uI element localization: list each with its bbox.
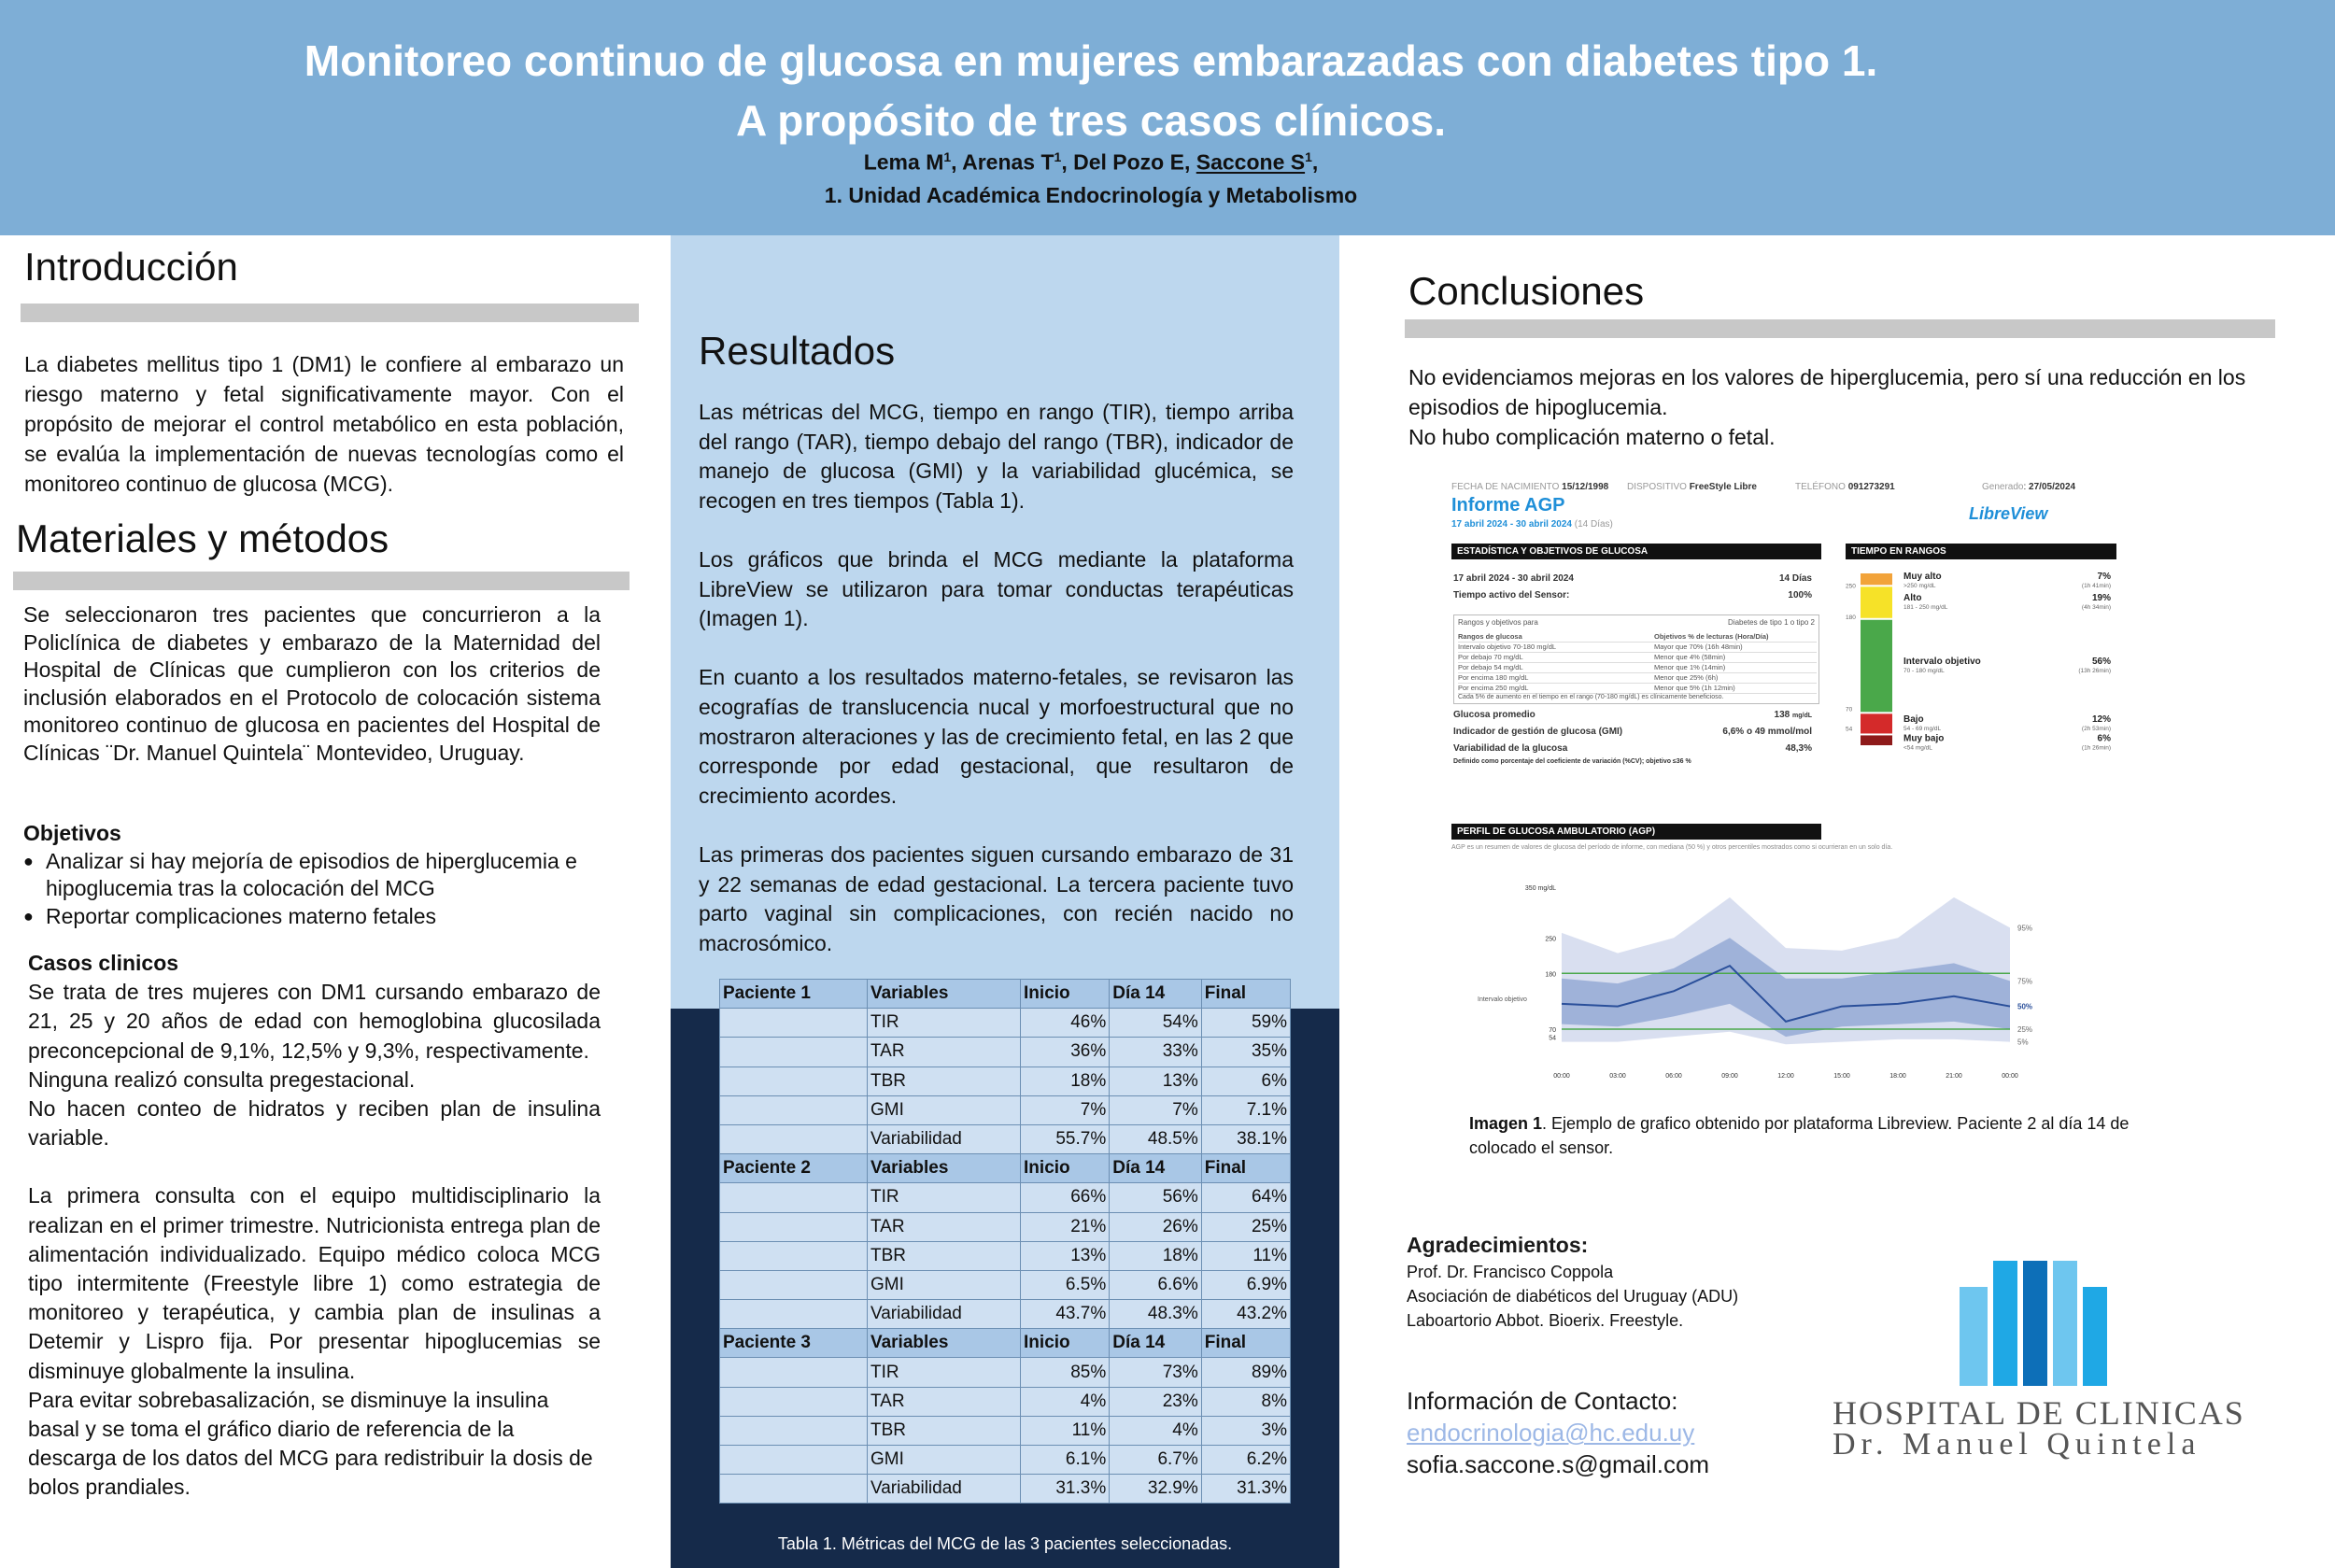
column-header: Día 14 <box>1110 980 1202 1009</box>
conclusiones-title: Conclusiones <box>1408 269 1645 313</box>
author: Arenas T <box>962 149 1054 175</box>
logo-bar <box>2023 1261 2047 1386</box>
ranges-title: TIEMPO EN RANGOS <box>1846 544 2116 559</box>
table-row <box>720 1124 1291 1153</box>
x-tick-label: 18:00 <box>1889 1073 1906 1080</box>
contact-title: Información de Contacto: <box>1407 1387 1678 1415</box>
table-row <box>720 1270 1291 1299</box>
author: Saccone S <box>1196 149 1306 175</box>
resultados-p4: Las primeras dos pacientes siguen cursando embarazo de 31 y 22 semanas de edad gestacional. La tercera paciente tuvo parto vaginal sin complicaciones, con recién nacido no macrosómico. <box>699 841 1294 955</box>
contact-email-link[interactable]: endocrinologia@hc.edu.uy <box>1407 1419 1695 1447</box>
target-row: Intervalo objetivo 70-180 mg/dL Mayor que 70% (16h 48min) <box>1458 643 1817 653</box>
ack-line: Prof. Dr. Francisco Coppola <box>1407 1263 1614 1281</box>
table-caption: Tabla 1. Métricas del MCG de las 3 pacientes seleccionadas. <box>777 1534 1233 1553</box>
percentile-label: 75% <box>2017 977 2033 986</box>
time-in-ranges-chart <box>1846 566 2116 753</box>
y-tick-label: 70 <box>1549 1027 1556 1034</box>
column-header: Día 14 <box>1110 1329 1202 1358</box>
range-segment <box>1861 573 1892 585</box>
targets-box: Rangos y objetivos para Diabetes de tipo 1 o tipo 2 Rangos de glucosa Objetivos % de lecturas (Hora/Día) Intervalo objetivo 70-180 mg/dL Mayor que 70% (16h 48min) Por debajo 70 mg/dL Menor que 4% (58min) Por debajo 54 mg/dL Menor que 1% (14min) Por encima 180 mg/dL Menor que 25% (6h) Por encima 250 mg/dL Menor que 5% (1h 12min) Cada 5% de aumento en el tiempo en el rango (70-180 mg/dL) es clínicamente beneficioso. <box>1453 614 1819 704</box>
metric-value: 54% <box>1110 1009 1202 1038</box>
conclusiones-line2: No hubo complicación materno o fetal. <box>1408 425 1776 449</box>
range-name: Muy bajo <box>1903 733 1945 744</box>
metric-name: TIR <box>867 1009 1020 1038</box>
ack-title: Agradecimientos: <box>1407 1233 1589 1257</box>
range-pct: 12% <box>2091 713 2111 725</box>
agp-birthdate: FECHA DE NACIMIENTO 15/12/1998 <box>1451 482 1609 492</box>
gmi: Indicador de gestión de glucosa (GMI) 6,6% o 49 mmol/mol <box>1453 727 1812 737</box>
metric-value: 21% <box>1021 1212 1110 1241</box>
stats-title: ESTADÍSTICA Y OBJETIVOS DE GLUCOSA <box>1451 544 1821 559</box>
metric-name: TAR <box>867 1212 1020 1241</box>
authors: Lema $M^1$, Arenas $T^1$, Del Pozo E, Saccone $S^1$, <box>863 149 1319 175</box>
profile-title: PERFIL DE GLUCOSA AMBULATORIO (AGP) <box>1451 824 1821 840</box>
image-caption: Imagen 1. Ejemplo de grafico obtenido por plataforma Libreview. Paciente 2 al día 14 de colocado el sensor. <box>1469 1114 2130 1157</box>
table-row <box>720 1067 1291 1095</box>
table-row <box>720 1212 1291 1241</box>
metric-value: 35% <box>1201 1038 1290 1067</box>
metric-name: TIR <box>867 1183 1020 1212</box>
resultados-text <box>699 398 1294 958</box>
casos-p4: La primera consulta con el equipo multidisciplinario la realizan en el primer trimestre. Nutricionista entrega plan de alimentación individualizado. Equipo médico coloca MCG tipo intermitente (Freestyle libre 1) como estrategia de monitoreo y terapéutica, y cambia plan de insulinas a Detemir y Lispro fija. Por presentar hipoglucemias se disminuye globalmente la insulina. <box>28 1183 601 1383</box>
metric-value: 31.3% <box>1021 1475 1110 1504</box>
metric-name: TAR <box>867 1387 1020 1416</box>
casos-title: Casos clinicos <box>28 951 179 975</box>
metric-value: 6.6% <box>1110 1270 1202 1299</box>
column-header: Variables <box>867 980 1020 1009</box>
contact-email: sofia.saccone.s@gmail.com <box>1407 1450 1710 1478</box>
percentile-label: 25% <box>2017 1025 2033 1034</box>
objetivos-section <box>23 820 612 930</box>
metric-value: 48.3% <box>1110 1300 1202 1329</box>
resultados-p2: Los gráficos que brinda el MCG mediante la plataforma LibreView se utilizaron para tomar conductas terapéuticas (Imagen 1). <box>699 546 1294 631</box>
metric-name: TIR <box>867 1358 1020 1387</box>
column-header: Inicio <box>1021 1329 1110 1358</box>
metric-value: 18% <box>1021 1067 1110 1095</box>
casos-section <box>28 949 601 1503</box>
y-tick-label: 250 <box>1545 936 1556 943</box>
range-name: Alto <box>1903 593 1922 604</box>
range-time: (13h 26min) <box>2078 668 2111 675</box>
metric-name: TBR <box>867 1067 1020 1095</box>
metric-name: Variabilidad <box>867 1124 1020 1153</box>
objetivos-title: Objetivos <box>23 821 121 845</box>
metric-name: GMI <box>867 1095 1020 1124</box>
column-header: Inicio <box>1021 980 1110 1009</box>
x-tick-label: 03:00 <box>1609 1073 1626 1080</box>
range-limits: 181 - 250 mg/dL <box>1903 604 1948 612</box>
range-limits: <54 mg/dL <box>1903 744 1932 752</box>
range-tick: 54 <box>1846 726 1853 733</box>
stats-row: 17 abril 2024 - 30 abril 2024 14 Días <box>1453 573 1812 584</box>
metric-name: Variabilidad <box>867 1475 1020 1504</box>
logo-bar <box>2053 1261 2077 1386</box>
metric-value: 7% <box>1021 1095 1110 1124</box>
table-row <box>720 1446 1291 1475</box>
table-row <box>720 1183 1291 1212</box>
range-name: Intervalo objetivo <box>1903 657 1981 668</box>
x-tick-label: 15:00 <box>1833 1073 1850 1080</box>
table-row <box>720 1475 1291 1504</box>
range-pct: 7% <box>2097 572 2111 582</box>
x-tick-label: 06:00 <box>1665 1073 1682 1080</box>
logo-bar <box>1993 1261 2017 1386</box>
variability-note: Definido como porcentaje del coeficiente de variación (%CV); objetivo ≤36 % <box>1453 758 1691 765</box>
metric-value: 59% <box>1201 1009 1290 1038</box>
metric-value: 48.5% <box>1110 1124 1202 1153</box>
target-row: Por debajo 54 mg/dL Menor que 1% (14min) <box>1458 663 1817 673</box>
column-header: Final <box>1201 980 1290 1009</box>
metric-value: 26% <box>1110 1212 1202 1241</box>
metric-name: GMI <box>867 1270 1020 1299</box>
range-segment <box>1861 735 1892 745</box>
column-header: Variables <box>867 1329 1020 1358</box>
table-row <box>720 1038 1291 1067</box>
patient-label: Paciente 3 <box>720 1329 868 1358</box>
range-time: (4h 34min) <box>2081 604 2111 612</box>
y-tick-label: 54 <box>1549 1035 1556 1042</box>
table-row <box>720 1358 1291 1387</box>
range-pct: 6% <box>2097 733 2111 744</box>
materiales-text: Se seleccionaron tres pacientes que concurrieron a la Policlínica de diabetes y embarazo de la Maternidad del Hospital de Clínicas que cumplieron con los criterios de inclusión elaborados en el Protocolo de colocación sistema monitoreo continuo de glucosa en pacientes del Hospital de Clínicas ¨Dr. Manuel Quintela¨ Montevideo, Uruguay. <box>23 602 601 765</box>
y-tick-label: 350 mg/dL <box>1524 885 1556 892</box>
hospital-logo-icon <box>1958 1261 2107 1386</box>
metric-value: 43.2% <box>1201 1300 1290 1329</box>
metric-value: 46% <box>1021 1009 1110 1038</box>
metric-value: 25% <box>1201 1212 1290 1241</box>
materiales-divider <box>13 572 630 590</box>
metric-value: 73% <box>1110 1358 1202 1387</box>
table-header-row <box>720 1329 1291 1358</box>
metric-value: 7% <box>1110 1095 1202 1124</box>
range-limits: 54 - 69 mg/dL <box>1903 725 1942 732</box>
table-row <box>720 1416 1291 1445</box>
metric-value: 13% <box>1110 1067 1202 1095</box>
table-row <box>720 1009 1291 1038</box>
logo-bar <box>2083 1287 2107 1386</box>
patient-label: Paciente 1 <box>720 980 868 1009</box>
libreview-logo: LibreView <box>1969 504 2048 523</box>
range-name: Muy alto <box>1903 572 1942 582</box>
metric-value: 4% <box>1021 1387 1110 1416</box>
table-row <box>720 1241 1291 1270</box>
metric-name: TBR <box>867 1416 1020 1445</box>
agp-device: DISPOSITIVO FreeStyle Libre <box>1627 482 1757 492</box>
ack-line: Asociación de diabéticos del Uruguay (ADU) <box>1407 1287 1739 1306</box>
column-header: Variables <box>867 1154 1020 1183</box>
table-row <box>720 1095 1291 1124</box>
agp-report <box>1450 476 2118 1083</box>
x-tick-label: 09:00 <box>1721 1073 1738 1080</box>
range-time: (2h 53min) <box>2081 725 2111 732</box>
range-segment <box>1861 586 1892 617</box>
metric-value: 13% <box>1021 1241 1110 1270</box>
metric-value: 6.9% <box>1201 1270 1290 1299</box>
range-pct: 19% <box>2091 593 2111 604</box>
table-header-row <box>720 1154 1291 1183</box>
stats-row: Tiempo activo del Sensor: 100% <box>1453 590 1812 600</box>
poster-header <box>0 0 2335 235</box>
metric-value: 6.1% <box>1021 1446 1110 1475</box>
hospital-subname: Dr. Manuel Quintela <box>1833 1427 2201 1462</box>
metric-value: 3% <box>1201 1416 1290 1445</box>
conclusiones-divider <box>1405 319 2275 338</box>
metric-value: 4% <box>1110 1416 1202 1445</box>
column-header: Final <box>1201 1329 1290 1358</box>
agp-phone: TELÉFONO 091273291 <box>1795 482 1895 492</box>
intro-divider <box>21 304 639 322</box>
range-segment <box>1861 713 1892 733</box>
range-limits: >250 mg/dL <box>1903 583 1936 589</box>
objetivo-item: ● Reportar complicaciones materno fetales <box>23 903 612 931</box>
casos-p1: Se trata de tres mujeres con DM1 cursando embarazo de 21, 25 y 20 años de edad con hemoglobina glucosilada preconcepcional de 9,1%, 12,5% y 9,3%, respectivamente. <box>28 980 601 1063</box>
metric-value: 11% <box>1201 1241 1290 1270</box>
casos-p5: Para evitar sobrebasalización, se disminuye la insulina basal y se toma el gráfico diario de referencia de la descarga de los datos del MCG para redistribuir la dosis de bolos prandiales. <box>28 1387 593 1500</box>
metric-value: 85% <box>1021 1358 1110 1387</box>
metric-name: Variabilidad <box>867 1300 1020 1329</box>
agp-chart <box>1468 878 2066 1083</box>
institution: 1. Unidad Académica Endocrinología y Metabolismo <box>824 183 1358 207</box>
author: Lema M <box>863 149 944 175</box>
resultados-title: Resultados <box>699 329 896 373</box>
x-tick-label: 00:00 <box>1553 1073 1570 1080</box>
range-tick: 180 <box>1846 614 1856 621</box>
metric-value: 36% <box>1021 1038 1110 1067</box>
range-limits: 70 - 180 mg/dL <box>1903 668 1945 675</box>
metric-value: 31.3% <box>1201 1475 1290 1504</box>
target-row: Por debajo 70 mg/dL Menor que 4% (58min) <box>1458 653 1817 663</box>
table-header-row <box>720 980 1291 1009</box>
range-segment <box>1861 620 1892 713</box>
metric-value: 38.1% <box>1201 1124 1290 1153</box>
column-header: Inicio <box>1021 1154 1110 1183</box>
metric-value: 55.7% <box>1021 1124 1110 1153</box>
agp-title: Informe AGP <box>1451 495 1565 516</box>
range-tick: 70 <box>1846 706 1853 713</box>
metric-name: TAR <box>867 1038 1020 1067</box>
poster-title-line1: Monitoreo continuo de glucosa en mujeres embarazadas con diabetes tipo 1. <box>304 36 1878 85</box>
conclusiones-line1: No evidenciamos mejoras en los valores de hiperglucemia, pero sí una reducción en los episodios de hipoglucemia. <box>1408 365 2246 419</box>
materiales-title: Materiales y métodos <box>16 516 389 560</box>
metric-value: 23% <box>1110 1387 1202 1416</box>
resultados-p1: Las métricas del MCG, tiempo en rango (TIR), tiempo arriba del rango (TAR), tiempo debajo del rango (TBR), indicador de manejo de glucosa (GMI) y la variabilidad glucémica, se recogen en tres tiempos (Tabla 1). <box>699 400 1294 513</box>
glucose-average: Glucosa promedio 138 mg/dL <box>1453 710 1812 720</box>
conclusiones-text <box>1408 362 2249 452</box>
ack-line: Laboartorio Abbot. Bioerix. Freestyle. <box>1407 1311 1684 1330</box>
glucose-variability: Variabilidad de la glucosa 48,3% <box>1453 743 1812 754</box>
intro-title: Introducción <box>24 245 238 289</box>
metric-value: 6% <box>1201 1067 1290 1095</box>
percentile-label: 5% <box>2017 1038 2029 1047</box>
column-header: Día 14 <box>1110 1154 1202 1183</box>
objetivo-item: ● Analizar si hay mejoría de episodios de hiperglucemia e hipoglucemia tras la colocación del MCG <box>23 848 612 903</box>
metric-value: 56% <box>1110 1183 1202 1212</box>
hospital-name: HOSPITAL DE CLINICAS <box>1833 1394 2245 1432</box>
patient-label: Paciente 2 <box>720 1154 868 1183</box>
metric-value: 7.1% <box>1201 1095 1290 1124</box>
logo-bar <box>1960 1287 1988 1386</box>
metric-value: 6.7% <box>1110 1446 1202 1475</box>
column-header: Final <box>1201 1154 1290 1183</box>
metric-value: 89% <box>1201 1358 1290 1387</box>
x-tick-label: 21:00 <box>1946 1073 1962 1080</box>
metric-value: 64% <box>1201 1183 1290 1212</box>
metric-value: 8% <box>1201 1387 1290 1416</box>
table-row <box>720 1387 1291 1416</box>
range-time: (1h 26min) <box>2081 744 2111 752</box>
profile-note: AGP es un resumen de valores de glucosa del período de informe, con mediana (50 %) y otros percentiles mostrados como si ocurrieran en un solo día. <box>1451 844 1893 851</box>
metric-value: 32.9% <box>1110 1475 1202 1504</box>
y-tick-label: 180 <box>1545 971 1556 979</box>
metric-value: 66% <box>1021 1183 1110 1212</box>
resultados-p3: En cuanto a los resultados materno-fetales, se revisaron las ecografías de translucencia nucal y morfoestructural que no mostraron alteraciones y las de crecimiento fetal, en las 2 que corresponde por edad gestacional, que resultaron de crecimiento acordes. <box>699 665 1294 808</box>
table-row <box>720 1300 1291 1329</box>
agp-generated: Generado: 27/05/2024 <box>1982 482 2076 492</box>
author: Del Pozo E <box>1073 149 1184 175</box>
target-row: Por encima 180 mg/dL Menor que 25% (6h) <box>1458 673 1817 684</box>
metric-name: GMI <box>867 1446 1020 1475</box>
target-row: Rangos de glucosa Objetivos % de lecturas (Hora/Día) <box>1458 632 1817 643</box>
casos-p3: No hacen conteo de hidratos y reciben plan de insulina variable. <box>28 1096 601 1151</box>
poster-title-line2: A propósito de tres casos clínicos. <box>735 96 1447 145</box>
target-range-label: Intervalo objetivo <box>1478 996 1527 1004</box>
metric-value: 6.2% <box>1201 1446 1290 1475</box>
target-row: Por encima 250 mg/dL Menor que 5% (1h 12min) <box>1458 684 1817 694</box>
metric-name: TBR <box>867 1241 1020 1270</box>
range-tick: 250 <box>1846 583 1856 590</box>
range-name: Bajo <box>1903 713 1924 725</box>
metric-value: 6.5% <box>1021 1270 1110 1299</box>
range-pct: 56% <box>2091 657 2111 668</box>
agp-period: 17 abril 2024 - 30 abril 2024 (14 Días) <box>1451 519 1613 530</box>
percentile-label: 95% <box>2017 924 2033 933</box>
x-tick-label: 00:00 <box>2002 1073 2018 1080</box>
casos-p2: Ninguna realizó consulta pregestacional. <box>28 1067 416 1092</box>
metric-value: 11% <box>1021 1416 1110 1445</box>
metric-value: 33% <box>1110 1038 1202 1067</box>
metric-value: 43.7% <box>1021 1300 1110 1329</box>
metric-value: 18% <box>1110 1241 1202 1270</box>
range-time: (1h 41min) <box>2081 583 2111 589</box>
percentile-label: 50% <box>2017 1002 2033 1011</box>
x-tick-label: 12:00 <box>1777 1073 1794 1080</box>
intro-text: La diabetes mellitus tipo 1 (DM1) le confiere al embarazo un riesgo materno y fetal significativamente mayor. Con el propósito de mejorar el control metabólico en esta población, se evalúa la implementación de nuevas tecnologías como el monitoreo continuo de glucosa (MCG). <box>24 352 624 496</box>
metrics-table <box>719 979 1291 1504</box>
